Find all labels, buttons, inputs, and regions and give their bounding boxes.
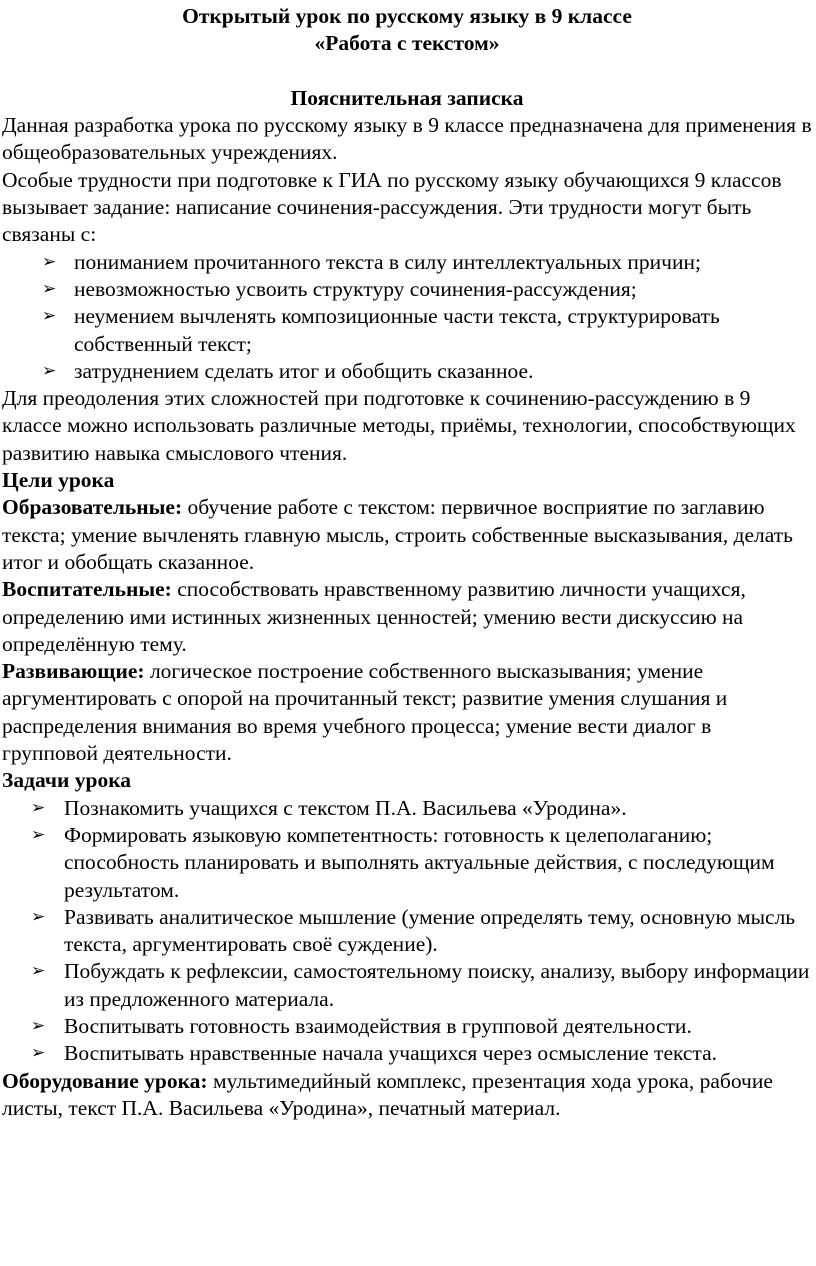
explanatory-note-title: Пояснительная записка [290,85,524,110]
list-item [2,358,812,385]
goals-heading: Цели урока [2,468,115,493]
arrow-bullet-icon: ➢ [42,306,57,327]
arrow-bullet-icon: ➢ [31,797,46,818]
goal-developing-label: Развивающие: [2,659,145,684]
arrow-bullet-icon: ➢ [31,824,46,845]
tasks-list [2,795,812,1068]
title-line-1: Открытый урок по русскому языку в 9 классе [182,4,632,28]
list-item [2,795,812,822]
list-item-text: невозможностью усвоить структуру сочинения-рассуждения; [74,276,637,301]
list-item-text: Воспитывать готовность взаимодействия в групповой деятельности. [64,1013,692,1038]
intro-paragraph-3: Для преодоления этих сложностей при подготовке к сочинению-рассуждению в 9 классе можно использовать различные методы, приёмы, технологии, способствующих развитию навыка смыслового чтения. [2,386,796,465]
list-item-text: неумением вычленять композиционные части текста, структурировать собственный текст; [74,304,720,356]
list-item [2,904,812,959]
goal-upbringing-label: Воспитательные: [2,577,172,602]
arrow-bullet-icon: ➢ [42,360,57,381]
equipment-text: мультимедийный комплекс, презентация хода урока, рабочие листы, текст П.А. Васильева «Уродина», печатный материал. [2,1068,773,1120]
list-item-text: затруднением сделать итог и обобщить сказанное. [74,358,534,383]
equipment-paragraph [2,1068,812,1123]
blank-line [2,58,812,85]
list-item-text: Формировать языковую компетентность: готовность к целеполаганию; способность планировать и выполнять актуальные действия, с последующим результатом. [64,822,775,902]
tasks-heading: Задачи урока [2,768,132,793]
goal-educational-label: Образовательные: [2,495,183,520]
list-item-text: Развивать аналитическое мышление (умение определять тему, основную мысль текста, аргументировать своё суждение). [64,904,796,957]
document-title [2,0,812,58]
list-item [2,1040,812,1067]
intro-paragraph-2: Особые трудности при подготовке к ГИА по русскому языку обучающихся 9 классов вызывает задание: написание сочинения-рассуждения. Эти трудности могут быть связаны с: [2,167,782,247]
arrow-bullet-icon: ➢ [31,1015,46,1036]
list-item [2,276,812,303]
list-item [2,249,812,276]
goal-educational-text: обучение работе с текстом: первичное восприятие по заглавию текста; умение вычленять главную мысль, строить собственные высказывания, делать итог и обобщать сказанное. [2,495,793,574]
arrow-bullet-icon: ➢ [31,961,46,982]
list-item [2,958,812,1013]
arrow-bullet-icon: ➢ [42,251,57,272]
arrow-bullet-icon: ➢ [42,278,57,299]
goal-developing-text: логическое построение собственного высказывания; умение аргументировать с опорой на прочитанный текст; развитие умения слушания и распределения внимания во время учебного процесса; умение вести диалог в групповой деятельности. [2,659,728,766]
arrow-bullet-icon: ➢ [31,906,46,927]
list-item [2,1013,812,1040]
arrow-bullet-icon: ➢ [31,1043,46,1064]
intro-paragraph-1: Данная разработка урока по русскому языку в 9 классе предназначена для применения в общеобразовательных учреждениях. [2,113,812,165]
list-item-text: Воспитывать нравственные начала учащихся через осмысление текста. [64,1041,718,1066]
goal-upbringing-text: способствовать нравственному развитию личности учащихся, определению ими истинных жизненных ценностей; умению вести дискуссию на определённую тему. [2,577,746,656]
goal-upbringing [2,576,812,658]
goal-developing [2,658,812,767]
equipment-label: Оборудование урока: [2,1068,208,1093]
title-line-2: «Работа с текстом» [314,31,500,56]
list-item-text: Побуждать к рефлексии, самостоятельному поиску, анализу, выбору информации из предложенного материала. [64,959,810,1011]
difficulties-list [2,249,812,385]
list-item-text: пониманием прочитанного текста в силу интеллектуальных причин; [74,249,701,274]
goal-educational [2,494,812,576]
list-item-text: Познакомить учащихся с текстом П.А. Васильева «Уродина». [64,795,627,820]
list-item [2,303,812,358]
list-item [2,822,812,904]
